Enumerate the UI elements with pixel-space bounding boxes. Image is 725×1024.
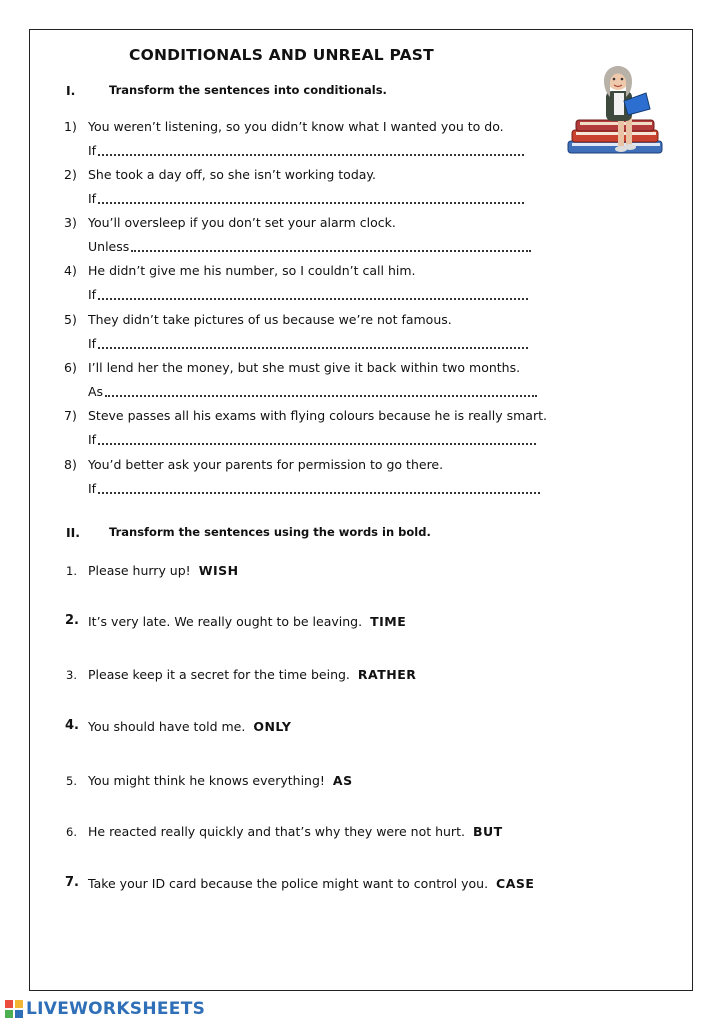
answer-blank[interactable] [98,337,528,349]
answer-blank[interactable] [98,192,524,204]
question-3-number: 3) [64,215,77,230]
bold-question-4-text: You should have told me. [88,719,246,734]
liveworksheets-logo-icon [5,1000,23,1018]
question-6-text: I’ll lend her the money, but she must give it back within two months. [88,360,521,375]
question-6-answer-line[interactable] [88,384,537,399]
answer-starter: Unless [88,239,130,254]
keyword-case: CASE [496,876,535,891]
bold-question-1-text: Please hurry up! [88,563,191,578]
bold-question-2-number: 2. [65,613,79,628]
bold-question-2-text: It’s very late. We really ought to be leaving. [88,614,363,629]
question-7-number: 7) [64,408,77,423]
teacher-reading-illustration [566,57,666,169]
answer-blank[interactable] [98,482,540,494]
question-3-answer-line[interactable] [88,239,531,254]
section-2-number: II. [66,525,81,540]
keyword-rather: RATHER [357,667,417,682]
answer-starter: If [88,191,97,206]
question-7-text: Steve passes all his exams with flying colours because he is really smart. [88,408,547,423]
answer-starter: If [88,287,97,302]
bold-question-3-number: 3. [66,668,77,682]
bold-question-1 [88,563,239,578]
bold-question-6-number: 6. [66,825,77,839]
bold-question-7 [88,876,534,891]
answer-blank[interactable] [98,433,536,445]
section-2-title: Transform the sentences using the words in bold. [109,525,431,539]
question-1-text: You weren’t listening, so you didn’t know what I wanted you to do. [88,119,504,134]
question-1-number: 1) [64,119,77,134]
bold-question-4 [88,719,292,734]
liveworksheets-brand-text: LIVEWORKSHEETS [26,999,206,1019]
question-2-answer-line[interactable] [88,191,524,206]
worksheet-title: CONDITIONALS AND UNREAL PAST [129,46,434,64]
keyword-but: BUT [472,824,503,839]
bold-question-1-number: 1. [66,564,77,578]
question-6-number: 6) [64,360,77,375]
section-1-number: I. [66,83,76,98]
question-4-answer-line[interactable] [88,287,528,302]
question-2-number: 2) [64,167,77,182]
keyword-wish: WISH [198,563,239,578]
answer-blank[interactable] [131,240,531,252]
liveworksheets-logo[interactable] [5,999,205,1019]
keyword-as: AS [332,773,353,788]
answer-starter: If [88,432,97,447]
keyword-time: TIME [370,614,407,629]
question-5-answer-line[interactable] [88,336,528,351]
question-4-number: 4) [64,263,77,278]
question-8-answer-line[interactable] [88,481,540,496]
question-5-number: 5) [64,312,77,327]
bold-question-3 [88,667,416,682]
question-1-answer-line[interactable] [88,143,524,158]
bold-question-2 [88,614,406,629]
question-7-answer-line[interactable] [88,432,536,447]
answer-starter: As [88,384,104,399]
question-3-text: You’ll oversleep if you don’t set your alarm clock. [88,215,396,230]
answer-blank[interactable] [98,144,524,156]
question-4-text: He didn’t give me his number, so I couldn’t call him. [88,263,416,278]
answer-starter: If [88,481,97,496]
section-1-title: Transform the sentences into conditionals. [109,83,387,97]
answer-blank[interactable] [98,288,528,300]
bold-question-3-text: Please keep it a secret for the time being. [88,667,350,682]
bold-question-5-text: You might think he knows everything! [88,773,325,788]
bold-question-4-number: 4. [65,718,79,733]
answer-starter: If [88,143,97,158]
bold-question-5 [88,773,353,788]
bold-question-5-number: 5. [66,774,77,788]
bold-question-7-text: Take your ID card because the police might want to control you. [88,876,489,891]
bold-question-6 [88,824,503,839]
question-8-number: 8) [64,457,77,472]
question-5-text: They didn’t take pictures of us because we’re not famous. [88,312,452,327]
question-2-text: She took a day off, so she isn’t working today. [88,167,377,182]
answer-starter: If [88,336,97,351]
bold-question-6-text: He reacted really quickly and that’s why they were not hurt. [88,824,465,839]
question-8-text: You’d better ask your parents for permission to go there. [88,457,444,472]
answer-blank[interactable] [105,385,537,397]
keyword-only: ONLY [253,719,292,734]
bold-question-7-number: 7. [65,875,79,890]
